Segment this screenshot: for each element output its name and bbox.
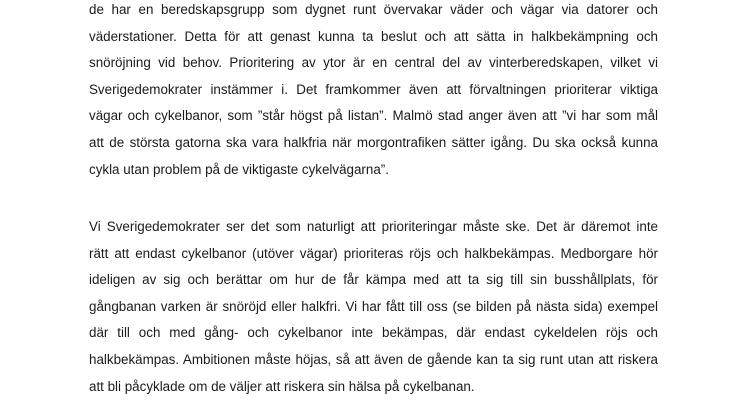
text-line: ideligen av sig och berättar om hur de får kämpa med att ta sig till sin busshållplats, för <box>89 272 658 288</box>
text-line: där till och med gång- och cykelbanor inte bekämpas, där endast cykeldelen röjs och <box>89 325 658 341</box>
text-line: cykla utan problem på de viktigaste cykelvägarna”. <box>89 161 389 177</box>
text-line: gångbanan varken är snöröjd eller halkfri. Vi har fått till oss (se bilden på nästa sida) exempel <box>89 298 658 314</box>
paragraph-priority-description <box>89 0 658 183</box>
text-line: att bli påcyklade om de väljer att riskera sin hälsa på cykelbanan. <box>89 378 475 394</box>
text-line: de har en beredskapsgrupp som dygnet runt övervakar väder och vägar via datorer och <box>89 2 658 17</box>
text-line: rätt att endast cykelbanor (utöver vägar) prioriteras röjs och halkbekämpas. Medborgare hör <box>89 245 658 261</box>
text-line: Vi Sverigedemokrater ser det som naturligt att prioriteringar måste ske. Det är däremot inte <box>89 219 658 234</box>
text-line: Sverigedemokrater instämmer i. Det framkommer även att förvaltningen prioriterar viktiga <box>89 81 658 97</box>
paragraph-sverigedemokrater-position <box>89 214 658 400</box>
text-line: halkbekämpas. Ambitionen måste höjas, så att även de gående kan ta sig runt utan att riskera <box>89 351 658 367</box>
text-line: vägar och cykelbanor, som ”står högst på listan”. Malmö stad anger även att ”vi har som mål <box>89 108 658 124</box>
text-line: att de största gatorna ska vara halkfria när morgontrafiken sätter igång. Du ska också kunna <box>89 134 658 150</box>
text-line: snöröjning vid behov. Prioritering av ytor är en central del av vinterberedskapen, vilket vi <box>89 55 658 71</box>
text-line: väderstationer. Detta för att genast kunna ta beslut och att sätta in halkbekämpning och <box>89 28 658 44</box>
